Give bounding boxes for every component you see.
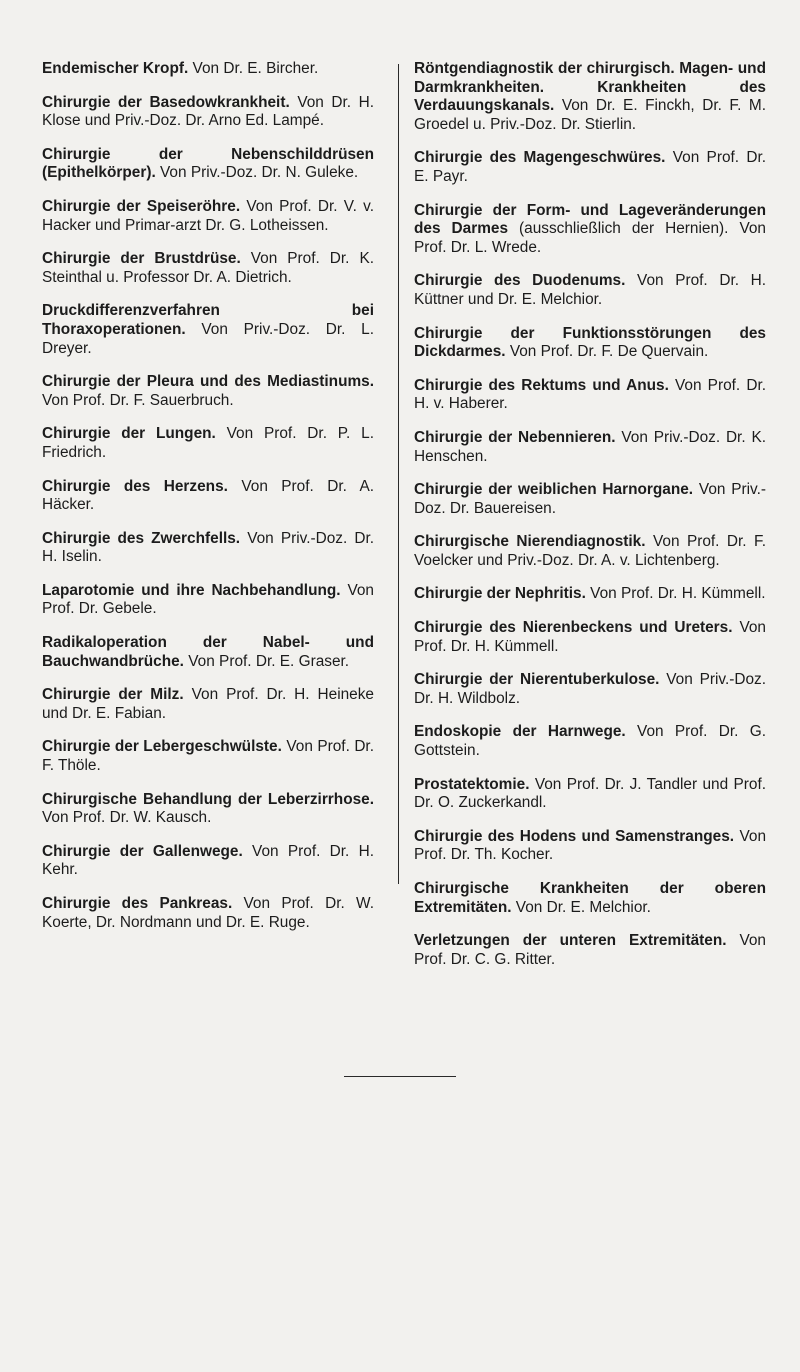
entry-title: Röntgendiagnostik der chirurgisch. Magen- und Darmkrankheiten. Krankheiten des Verdauungskanals.: [414, 60, 766, 115]
column-divider: [398, 64, 399, 884]
contents-entry: [414, 377, 766, 414]
entry-author: Von Prof. Dr. A. Häcker.: [42, 477, 374, 514]
entry-title: Chirurgie der Speiseröhre.: [42, 197, 241, 215]
entry-author: Von Prof. Dr. H. Kehr.: [42, 842, 374, 879]
entry-author: Von Prof. Dr. W. Kausch.: [42, 809, 212, 827]
contents-entry: [42, 250, 374, 287]
entry-title: Chirurgie der weiblichen Harnorgane.: [414, 481, 694, 499]
contents-entry: [42, 530, 374, 567]
contents-entry: [414, 60, 766, 134]
entry-title: Chirurgie der Form- und Lageveränderungen des Darmes: [414, 201, 766, 238]
entry-title: Chirurgie der Milz.: [42, 686, 184, 704]
entry-title: Endoskopie der Harnwege.: [414, 723, 626, 741]
entry-author: Von Priv.-Doz. Dr. L. Dreyer.: [42, 320, 374, 357]
contents-entry: [42, 198, 374, 235]
entry-author: Von Priv.-Doz. Dr. H. Iselin.: [42, 529, 375, 566]
contents-entry: [42, 146, 374, 183]
contents-entry: [414, 325, 766, 362]
entry-author: Von Prof. Dr. Gebele.: [42, 581, 374, 618]
entry-title: Chirurgie der Funktionsstörungen des Dickdarmes.: [414, 324, 766, 361]
entry-title: Chirurgische Krankheiten der oberen Extremitäten.: [414, 880, 766, 916]
entry-author: Von Prof. Dr. F. Voelcker und Priv.-Doz. Dr. A. v. Lichtenberg.: [414, 533, 766, 569]
entry-title: Chirurgie der Nierentuberkulose.: [414, 671, 660, 689]
contents-entry: [414, 723, 766, 760]
entry-title: Chirurgie der Basedowkrankheit.: [42, 93, 290, 111]
entry-author: Von Priv.-Doz. Dr. H. Wildbolz.: [414, 671, 766, 707]
entry-author: Von Dr. E. Melchior.: [515, 898, 651, 916]
entry-author: Von Prof. Dr. J. Tandler und Prof. Dr. O. Zuckerkandl.: [414, 775, 766, 812]
left-column: [42, 60, 374, 947]
entry-title: Chirurgische Nierendiagnostik.: [414, 533, 646, 551]
entry-author: Von Prof. Dr. G. Gottstein.: [414, 723, 766, 760]
entry-title: Chirurgie des Nierenbeckens und Ureters.: [414, 619, 733, 637]
entry-title: Druckdifferenzverfahren bei Thoraxoperationen.: [42, 302, 374, 338]
entry-author: Von Prof. Dr. F. Sauerbruch.: [42, 391, 234, 409]
contents-entry: [42, 843, 374, 880]
entry-author: Von Prof. Dr. P. L. Friedrich.: [42, 425, 374, 461]
entry-title: Chirurgie des Magengeschwüres.: [414, 149, 666, 167]
contents-entry: [414, 429, 766, 466]
entry-title: Chirurgie der Pleura und des Mediastinums.: [42, 373, 374, 391]
entry-author: Von Priv.-Doz. Dr. N. Guleke.: [160, 164, 359, 182]
entry-author: Von Dr. H. Klose und Priv.-Doz. Dr. Arno Ed. Lampé.: [42, 93, 375, 130]
entry-title: Endemischer Kropf.: [42, 60, 189, 77]
entry-title: Radikaloperation der Nabel- und Bauchwandbrüche.: [42, 634, 374, 670]
entry-author: Von Prof. Dr. H. v. Haberer.: [414, 376, 766, 413]
contents-entry: [42, 478, 374, 515]
contents-entry: [414, 149, 766, 186]
entry-author: Von Prof. Dr. K. Steinthal u. Professor Dr. A. Dietrich.: [42, 250, 374, 286]
entry-title: Chirurgie des Pankreas.: [42, 895, 233, 912]
contents-entry: [414, 671, 766, 708]
entry-title: Chirurgie der Gallenwege.: [42, 842, 243, 860]
entry-author: Von Prof. Dr. H. Küttner und Dr. E. Melchior.: [414, 272, 767, 308]
entry-title: Chirurgie des Duodenums.: [414, 272, 626, 290]
entry-author: Von Priv.-Doz. Dr. K. Henschen.: [414, 428, 766, 465]
entry-title: Prostatektomie.: [414, 775, 530, 793]
entry-title: Chirurgische Behandlung der Leberzirrhose.: [42, 790, 374, 808]
entry-author: Von Prof. Dr. H. Heineke und Dr. E. Fabian.: [42, 686, 374, 722]
entry-title: Chirurgie des Rektums und Anus.: [414, 376, 669, 394]
entry-title: Chirurgie der Nephritis.: [414, 585, 586, 603]
entry-author: Von Prof. Dr. V. v. Hacker und Primar-arzt Dr. G. Lotheissen.: [42, 197, 374, 234]
entry-title: Laparotomie und ihre Nachbehandlung.: [42, 581, 341, 599]
entry-author: Von Dr. E. Finckh, Dr. F. M. Groedel u. Priv.-Doz. Dr. Stierlin.: [414, 97, 766, 133]
entry-author: Von Prof. Dr. H. Kümmell.: [414, 619, 766, 655]
entry-title: Chirurgie des Hodens und Samenstranges.: [414, 827, 735, 845]
entry-author: Von Priv.-Doz. Dr. Bauereisen.: [414, 481, 767, 517]
contents-entry: [42, 791, 374, 828]
entry-author: Von Dr. E. Bircher.: [192, 60, 319, 77]
contents-entry: [414, 585, 766, 604]
contents-entry: [42, 738, 374, 775]
contents-entry: [42, 425, 374, 462]
entry-title: Chirurgie des Zwerchfells.: [42, 529, 241, 547]
contents-entry: [414, 533, 766, 570]
entry-title: Chirurgie der Nebenschilddrüsen (Epithelkörper).: [42, 145, 374, 182]
contents-entry: [42, 634, 374, 671]
entry-title: Chirurgie der Lungen.: [42, 425, 216, 443]
contents-entry: [42, 60, 374, 79]
entry-author: Von Prof. Dr. W. Koerte, Dr. Nordmann und Dr. E. Ruge.: [42, 895, 374, 931]
entry-author: Von Prof. Dr. E. Payr.: [414, 149, 766, 185]
contents-entry: [414, 202, 766, 258]
entry-title: Chirurgie des Herzens.: [42, 477, 228, 495]
contents-entry: [414, 776, 766, 813]
entry-author: Von Prof. Dr. Th. Kocher.: [414, 827, 767, 864]
bottom-rule: [344, 1076, 456, 1077]
contents-entry: [42, 582, 374, 619]
contents-entry: [414, 481, 766, 518]
entry-title: Chirurgie der Lebergeschwülste.: [42, 738, 282, 756]
entry-author: Von Prof. Dr. F. De Quervain.: [509, 343, 709, 361]
right-column: [414, 60, 766, 984]
contents-entry: [42, 94, 374, 131]
entry-author: Von Prof. Dr. C. G. Ritter.: [414, 932, 766, 968]
contents-entry: [42, 373, 374, 410]
entry-author: (ausschließlich der Hernien). Von Prof. Dr. L. Wrede.: [414, 220, 766, 256]
contents-entry: [414, 880, 766, 917]
entry-title: Chirurgie der Nebennieren.: [414, 428, 616, 446]
contents-entry: [42, 302, 374, 358]
entry-author: Von Prof. Dr. E. Graser.: [188, 652, 350, 670]
entry-author: Von Prof. Dr. F. Thöle.: [42, 738, 374, 775]
contents-entry: [42, 895, 374, 932]
contents-entry: [42, 686, 374, 723]
entry-title: Chirurgie der Brustdrüse.: [42, 250, 241, 268]
contents-entry: [414, 272, 766, 309]
contents-entry: [414, 932, 766, 969]
contents-entry: [414, 828, 766, 865]
entry-title: Verletzungen der unteren Extremitäten.: [414, 932, 727, 950]
entry-author: Von Prof. Dr. H. Kümmell.: [590, 585, 766, 603]
contents-entry: [414, 619, 766, 656]
